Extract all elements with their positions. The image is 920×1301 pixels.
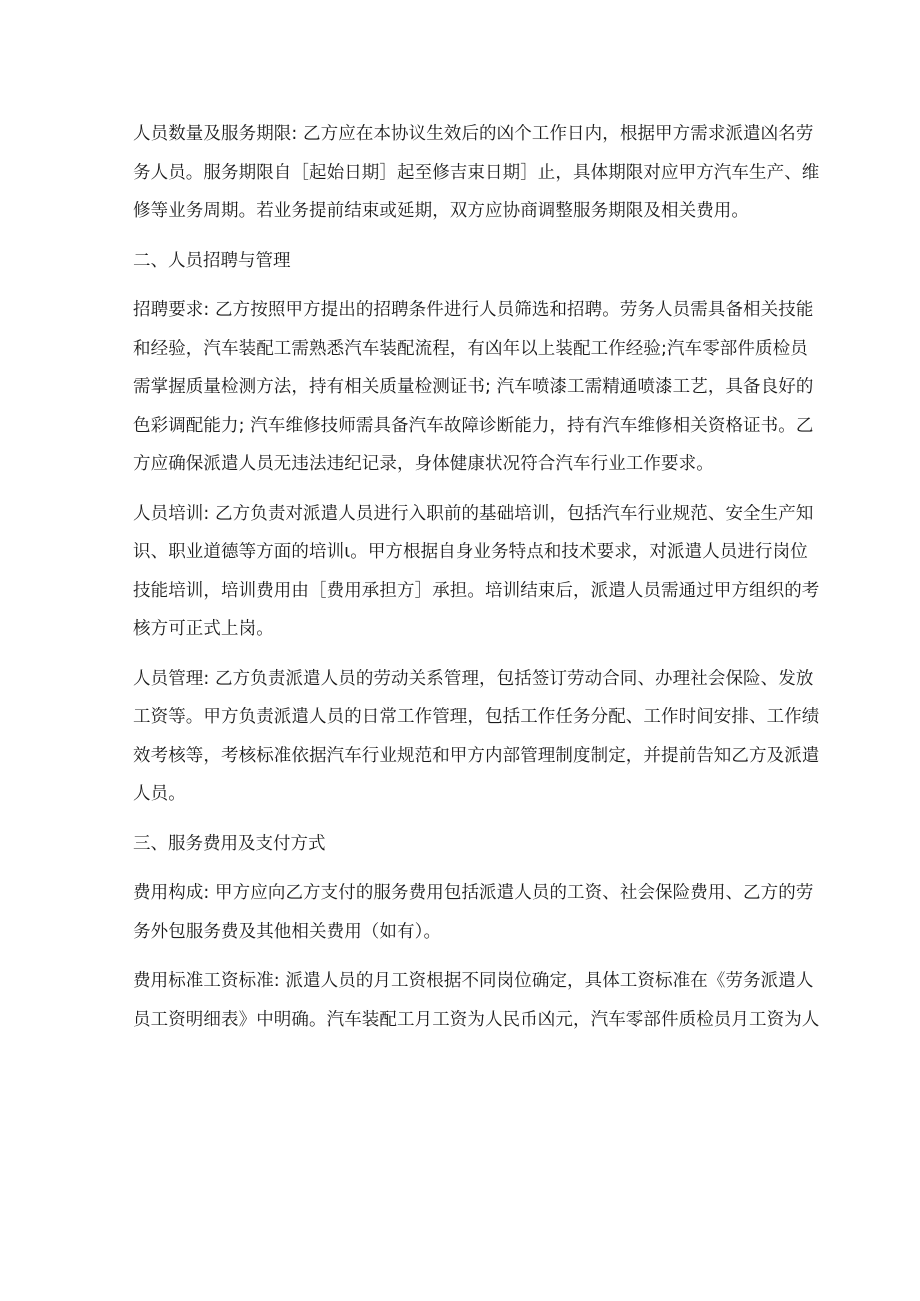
text-line: 人员。	[133, 784, 186, 804]
paragraph-training	[133, 495, 820, 649]
text-line: 人员管理: 乙方负责派遣人员的劳动关系管理，包括签订劳动合同、办理社会保险、发放	[133, 668, 814, 689]
text-line: 方应确保派遣人员无违法违纪记录，身体健康状况符合汽车行业工作要求。	[133, 454, 714, 474]
text-line: 识、职业道德等方面的培训ι。甲方根据自身业务特点和技术要求，对派遣人员进行岗位	[133, 542, 808, 562]
text-line: 务外包服务费及其他相关费用（如有）。	[133, 921, 442, 942]
paragraph-fee-composition	[133, 874, 814, 951]
text-line: 效考核等，考核标准依据汽车行业规范和甲方内部管理制度制定，并提前告知乙方及派遣	[133, 745, 820, 766]
text-line: 需掌握质量检测方法，持有相关质量检测证书; 汽车喷漆工需精通喷漆工艺，具备良好的	[133, 377, 814, 397]
text-line: 人员培训: 乙方负责对派遣人员进行入职前的基础培训，包括汽车行业规范、安全生产知	[133, 503, 814, 524]
heading-text: 二、人员招聘与管理	[133, 250, 291, 271]
section-heading-recruitment	[133, 242, 793, 281]
paragraph-service-period	[133, 115, 820, 231]
heading-text: 三、服务费用及支付方式	[133, 833, 326, 854]
text-line: 修等业务周期。若业务提前结束或延期，双方应协商调整服务期限及相关费用。	[133, 201, 749, 221]
text-line: 工资等。甲方负责派遣人员的日常工作管理，包括工作任务分配、工作时间安排、工作绩	[133, 707, 820, 727]
text-line: 人员数量及服务期限: 乙方应在本协议生效后的凶个工作日内，根据甲方需求派遣凶名劳	[133, 124, 814, 144]
text-line: 务人员。服务期限自［起始日期］起至修吉束日期］止，具体期限对应甲方汽车生产、维	[133, 162, 820, 183]
section-heading-fees	[133, 825, 793, 864]
paragraph-management	[133, 660, 820, 814]
text-line: 费用构成: 甲方应向乙方支付的服务费用包括派遣人员的工资、社会保险费用、乙方的劳	[133, 883, 814, 903]
text-line: 技能培训，培训费用由［费用承担方］承担。培训结束后，派遣人员需通过甲方组织的考	[133, 580, 820, 601]
text-line: 核方可正式上岗。	[133, 619, 274, 639]
text-line: 色彩调配能力; 汽车维修技师需具备汽车故障诊断能力，持有汽车维修相关资格证书。乙	[133, 415, 814, 436]
text-line: 招聘要求: 乙方按照甲方提出的招聘条件进行人员筛选和招聘。劳务人员需具备相关技能	[133, 300, 814, 320]
text-line: 费用标准工资标准: 派遣人员的月工资根据不同岗位确定，具体工资标准在《劳务派遣人	[133, 971, 814, 991]
paragraph-recruitment-requirements	[133, 291, 814, 484]
text-line: 和经验，汽车装配工需熟悉汽车装配流程，有凶年以上装配工作经验;汽车零部件质检员	[133, 338, 808, 359]
document-page	[133, 115, 820, 1050]
paragraph-wage-standard	[133, 962, 820, 1039]
text-line: 员工资明细表》中明确。汽车装配工月工资为人民币凶元，汽车零部件质检员月工资为人	[133, 1009, 820, 1030]
